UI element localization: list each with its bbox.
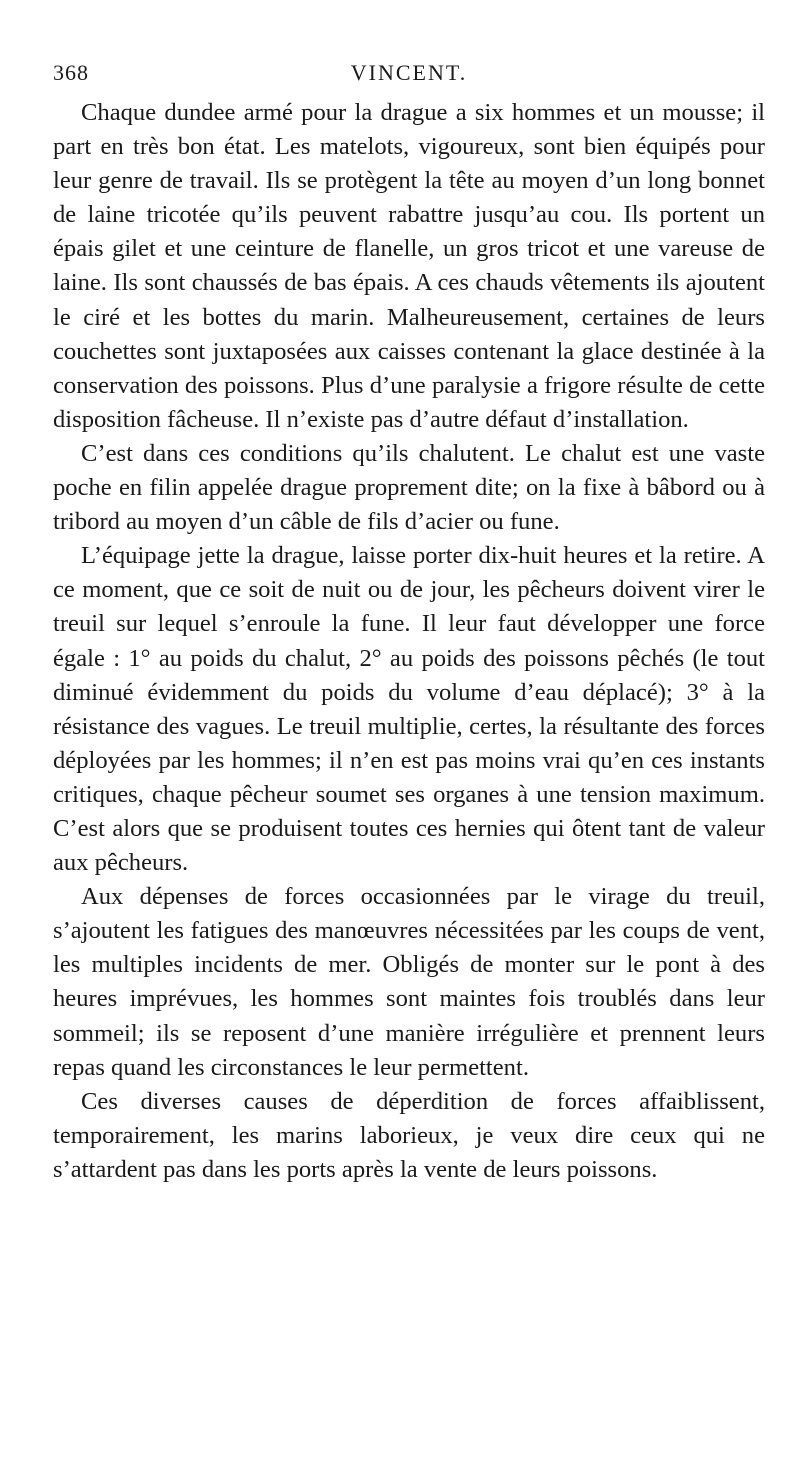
page-number: 368 (53, 60, 89, 85)
paragraph-5: Ces diverses causes de déperdition de forces affaiblissent, temporairement, les marins laborieux, je veux dire ceux qui ne s’attardent pas dans les ports après la vente de leurs poissons. (53, 1087, 765, 1183)
paragraph-4: Aux dépenses de forces occasionnées par le virage du treuil, s’ajoutent les fatigues des manœuvres nécessitées par les coups de vent, les multiples incidents de mer. Obligés de monter sur le pont à des heures imprévues, les hommes sont maintes fois troublés dans leur sommeil; ils se reposent d’une manière irrégulière et prennent leurs repas quand les circonstances le leur permettent. (53, 883, 765, 1081)
book-page (53, 60, 765, 1187)
paragraph-3: L’équipage jette la drague, laisse porter dix-huit heures et la retire. A ce moment, que ce soit de nuit ou de jour, les pêcheurs doivent virer le treuil sur lequel s’enroule la fune. Il leur faut développer une force égale : 1° au poids du chalut, 2° au poids des poissons pêchés (le tout diminué évidemment du poids du volume d’eau déplacé); 3° à la résistance des vagues. Le treuil multiplie, certes, la résultante des forces déployées par les hommes; il n’en est pas moins vrai qu’en ces instants critiques, chaque pêcheur soumet ses organes à une tension maximum. C’est alors que se produisent toutes ces hernies qui ôtent tant de valeur aux pêcheurs. (53, 542, 765, 877)
body-text (53, 96, 765, 1187)
paragraph-2: C’est dans ces conditions qu’ils chalutent. Le chalut est une vaste poche en filin appelée drague proprement dite; on la fixe à bâbord ou à tribord au moyen d’un câble de fils d’acier ou fune. (53, 439, 765, 536)
running-head: VINCENT. (350, 60, 468, 85)
page-header (53, 60, 765, 96)
paragraph-1: Chaque dundee armé pour la drague a six hommes et un mousse; il part en très bon état. Les matelots, vigoureux, sont bien équipés pour leur genre de travail. Ils se protègent la tête au moyen d’un long bonnet de laine tricotée qu’ils peuvent rabattre jusqu’au cou. Ils portent un épais gilet et une ceinture de flanelle, un gros tricot et une vareuse de laine. Ils sont chaussés de bas épais. A ces chauds vêtements ils ajoutent le ciré et les bottes du marin. Malheureusement, certaines de leurs couchettes sont juxtaposées aux caisses contenant la glace destinée à la conservation des poissons. Plus d’une paralysie a frigore résulte de cette disposition fâcheuse. Il n’existe pas d’autre défaut d’installation. (53, 99, 765, 433)
